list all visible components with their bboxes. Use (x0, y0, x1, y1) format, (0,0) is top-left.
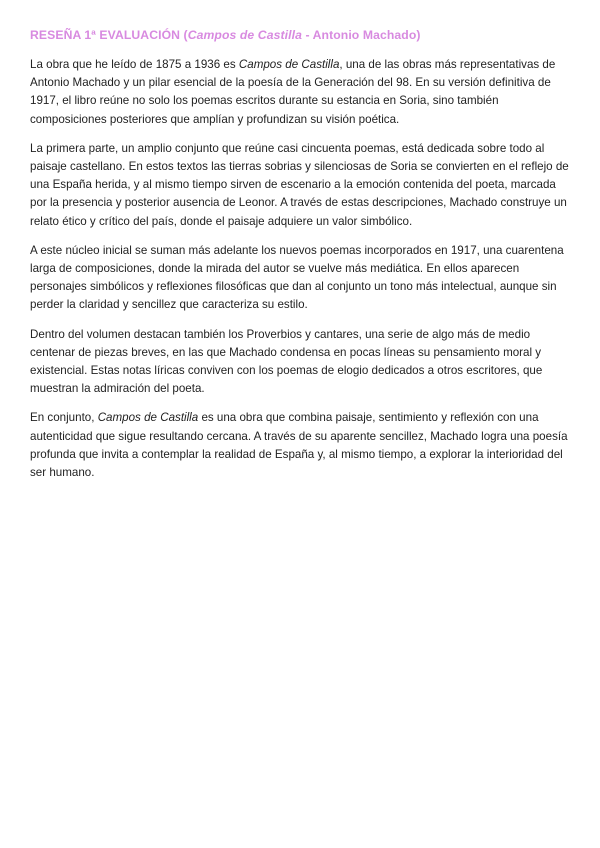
title-suffix: - Antonio Machado) (301, 28, 421, 42)
paragraph-conclusion-after: es una obra que combina paisaje, sentimiento y reflexión con una autenticidad que sigue resultando cercana. A través de su aparente sencillez, Machado logra una poesía profunda que invita a contemplar la realidad de España y, al mismo tiempo, a explorar la interioridad del ser humano. (30, 411, 568, 480)
title-work: Campos de Castilla (187, 28, 302, 42)
paragraph-intro-before: La obra que he leído de 1875 a 1936 es (30, 58, 239, 71)
document-title (30, 28, 572, 42)
paragraph-first-part: La primera parte, un amplio conjunto que reúne casi cincuenta poemas, está dedicada sobre todo al paisaje castellano. En estos textos las tierras sobrias y silenciosas de Soria se convierten en el reflejo de una España herida, y al mismo tiempo sirven de escenario a la emoción contenida del poeta, marcada por la presencia y posterior ausencia de Leonor. A través de estas descripciones, Machado construye un relato ético y crítico del país, donde el paisaje adquiere un valor simbólico. (30, 141, 569, 228)
paragraph-proverbios: Dentro del volumen destacan también los Proverbios y cantares, una serie de algo más de medio centenar de piezas breves, en las que Machado condensa en pocas líneas su pensamiento moral y existencial. Estas notas líricas conviven con los poemas de elogio dedicados a otros escritores, que muestran la admiración del poeta. (30, 327, 543, 396)
paragraph-conclusion-before: En conjunto, (30, 411, 98, 425)
title-prefix: RESEÑA 1ª EVALUACIÓN ( (30, 28, 188, 42)
paragraph-new-poems: A este núcleo inicial se suman más adelante los nuevos poemas incorporados en 1917, una cuarentena larga de composiciones, donde la mirada del autor se vuelve más mediática. En ellos aparecen personajes simbólicos y reflexiones filosóficas que dan al conjunto un tono más intelectual, aunque sin perder la claridad y sencillez que caracteriza su estilo. (30, 243, 564, 312)
paragraph-intro (30, 56, 572, 129)
paragraph-intro-after: , una de las obras más representativas de Antonio Machado y un pilar esencial de la poesía de la Generación del 98. En su versión definitiva de 1917, el libro reúne no solo los poemas escritos durante su estancia en Soria, sino también composiciones posteriores que amplían y profundizan su visión poética. (30, 58, 556, 126)
paragraph-conclusion (30, 409, 572, 482)
paragraph-intro-work: Campos de Castilla (238, 58, 340, 71)
paragraph-conclusion-work: Campos de Castilla (97, 411, 199, 425)
